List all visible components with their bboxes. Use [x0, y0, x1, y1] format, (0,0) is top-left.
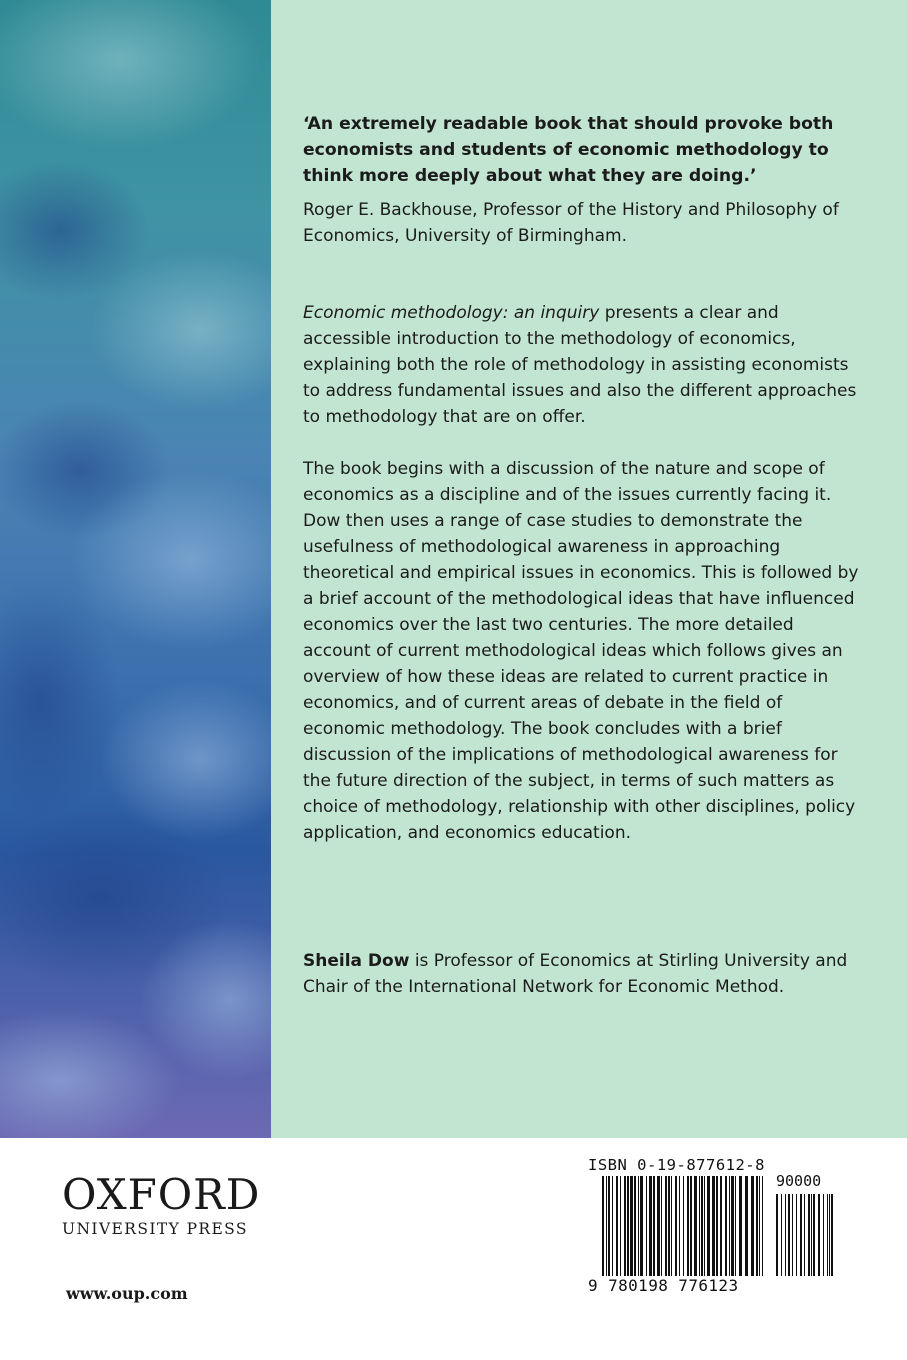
barcode-bar: [735, 1176, 736, 1276]
publisher-subtitle: UNIVERSITY PRESS: [62, 1220, 248, 1238]
barcode-bar: [683, 1176, 684, 1276]
barcode-bar: [731, 1176, 734, 1276]
ean-digits: 9 780198 776123: [588, 1276, 739, 1295]
barcode-bar: [612, 1176, 613, 1276]
barcode-bar: [739, 1176, 742, 1276]
addon-bar: [829, 1194, 830, 1276]
addon-barcode-bars: [776, 1194, 833, 1276]
barcode-bar: [671, 1176, 672, 1276]
author-bio: [303, 948, 883, 1000]
barcode-bar: [729, 1176, 730, 1276]
barcode-bar: [679, 1176, 680, 1276]
barcode-bar: [759, 1176, 760, 1276]
barcode-bar: [640, 1176, 643, 1276]
addon-bar: [776, 1194, 778, 1276]
addon-bar: [818, 1194, 820, 1276]
barcode-bar: [751, 1176, 754, 1276]
cover-art-image: [0, 0, 271, 1138]
addon-bar: [823, 1194, 824, 1276]
barcode-bar: [606, 1176, 607, 1276]
barcode-bar: [745, 1176, 748, 1276]
description-paragraph-1-text: presents a clear and accessible introduction to the methodology of economics, explaining both the role of methodology in assisting economists to address fundamental issues and also the different approaches to methodology that are on offer.: [303, 303, 857, 427]
barcode-bar: [649, 1176, 652, 1276]
barcode-bar: [665, 1176, 667, 1276]
barcode-bar: [762, 1176, 763, 1276]
author-name: Sheila Dow: [303, 951, 410, 971]
barcode-bar: [756, 1176, 758, 1276]
book-title-italic: Economic methodology: an inquiry: [303, 303, 600, 323]
barcode-bar: [687, 1176, 689, 1276]
addon-bar: [785, 1194, 786, 1276]
addon-bar: [781, 1194, 782, 1276]
barcode-bar: [620, 1176, 621, 1276]
barcode-bar: [608, 1176, 610, 1276]
barcode-bar: [694, 1176, 697, 1276]
price-code: 90000: [776, 1172, 822, 1190]
addon-bar: [800, 1194, 802, 1276]
addon-bar: [808, 1194, 810, 1276]
barcode-bar: [720, 1176, 722, 1276]
barcode-bar: [668, 1176, 670, 1276]
addon-bar: [813, 1194, 815, 1276]
addon-bar: [827, 1194, 828, 1276]
publisher-website: www.oup.com: [66, 1284, 188, 1303]
barcode-bar: [712, 1176, 715, 1276]
barcode-bar: [627, 1176, 629, 1276]
barcode-bar: [657, 1176, 660, 1276]
barcode-bar: [630, 1176, 633, 1276]
barcode-bar: [699, 1176, 700, 1276]
barcode-bar: [646, 1176, 647, 1276]
addon-bar: [811, 1194, 812, 1276]
publisher-logo: [62, 1172, 272, 1238]
addon-bar: [796, 1194, 797, 1276]
barcode-bar: [602, 1176, 604, 1276]
addon-bar: [792, 1194, 793, 1276]
main-barcode-bars: [602, 1176, 763, 1276]
barcode-bar: [690, 1176, 692, 1276]
barcode-bar: [716, 1176, 718, 1276]
description-paragraph-2: The book begins with a discussion of the nature and scope of economics as a discipline and of the issues currently facing it. Dow then uses a range of case studies to demonstrate the usefulness of methodological awareness in approaching theoretical and empirical issues in economics. This is followed by a brief account of the methodological ideas that have influenced economics over the last two centuries. The more detailed account of current methodological ideas which follows gives an overview of how these ideas are related to current practice in economics, and of current areas of debate in the field of economic methodology. The book concludes with a brief discussion of the implications of methodological awareness for the future direction of the subject, in terms of such matters as choice of methodology, relationship with other disciplines, policy application, and economics education.: [303, 459, 859, 843]
addon-bar: [804, 1194, 805, 1276]
endorsement-quote: ‘An extremely readable book that should provoke both economists and students of economic methodology to think more deeply about what they are doing.’: [303, 114, 834, 186]
barcode-bar: [701, 1176, 703, 1276]
barcode-bar: [616, 1176, 618, 1276]
barcode-bar: [725, 1176, 727, 1276]
publisher-name: OXFORD: [62, 1170, 261, 1219]
addon-bar: [788, 1194, 790, 1276]
barcode-icon: [588, 1158, 838, 1294]
author-bio-text: is Professor of Economics at Stirling University and Chair of the International Network for Economic Method.: [303, 951, 848, 997]
barcode-bar: [638, 1176, 639, 1276]
barcode-bar: [675, 1176, 677, 1276]
barcode-bar: [661, 1176, 662, 1276]
barcode-bar: [653, 1176, 655, 1276]
barcode-bar: [624, 1176, 626, 1276]
addon-bar: [831, 1194, 833, 1276]
endorsement-attribution: Roger E. Backhouse, Professor of the History and Philosophy of Economics, University of Birmingham.: [303, 200, 839, 246]
cover-art-texture: [0, 0, 271, 1138]
barcode-bar: [634, 1176, 636, 1276]
barcode-bar: [704, 1176, 705, 1276]
isbn-label: ISBN 0-19-877612-8: [588, 1156, 765, 1174]
barcode-bar: [707, 1176, 710, 1276]
description-paragraph-1: [303, 300, 863, 430]
